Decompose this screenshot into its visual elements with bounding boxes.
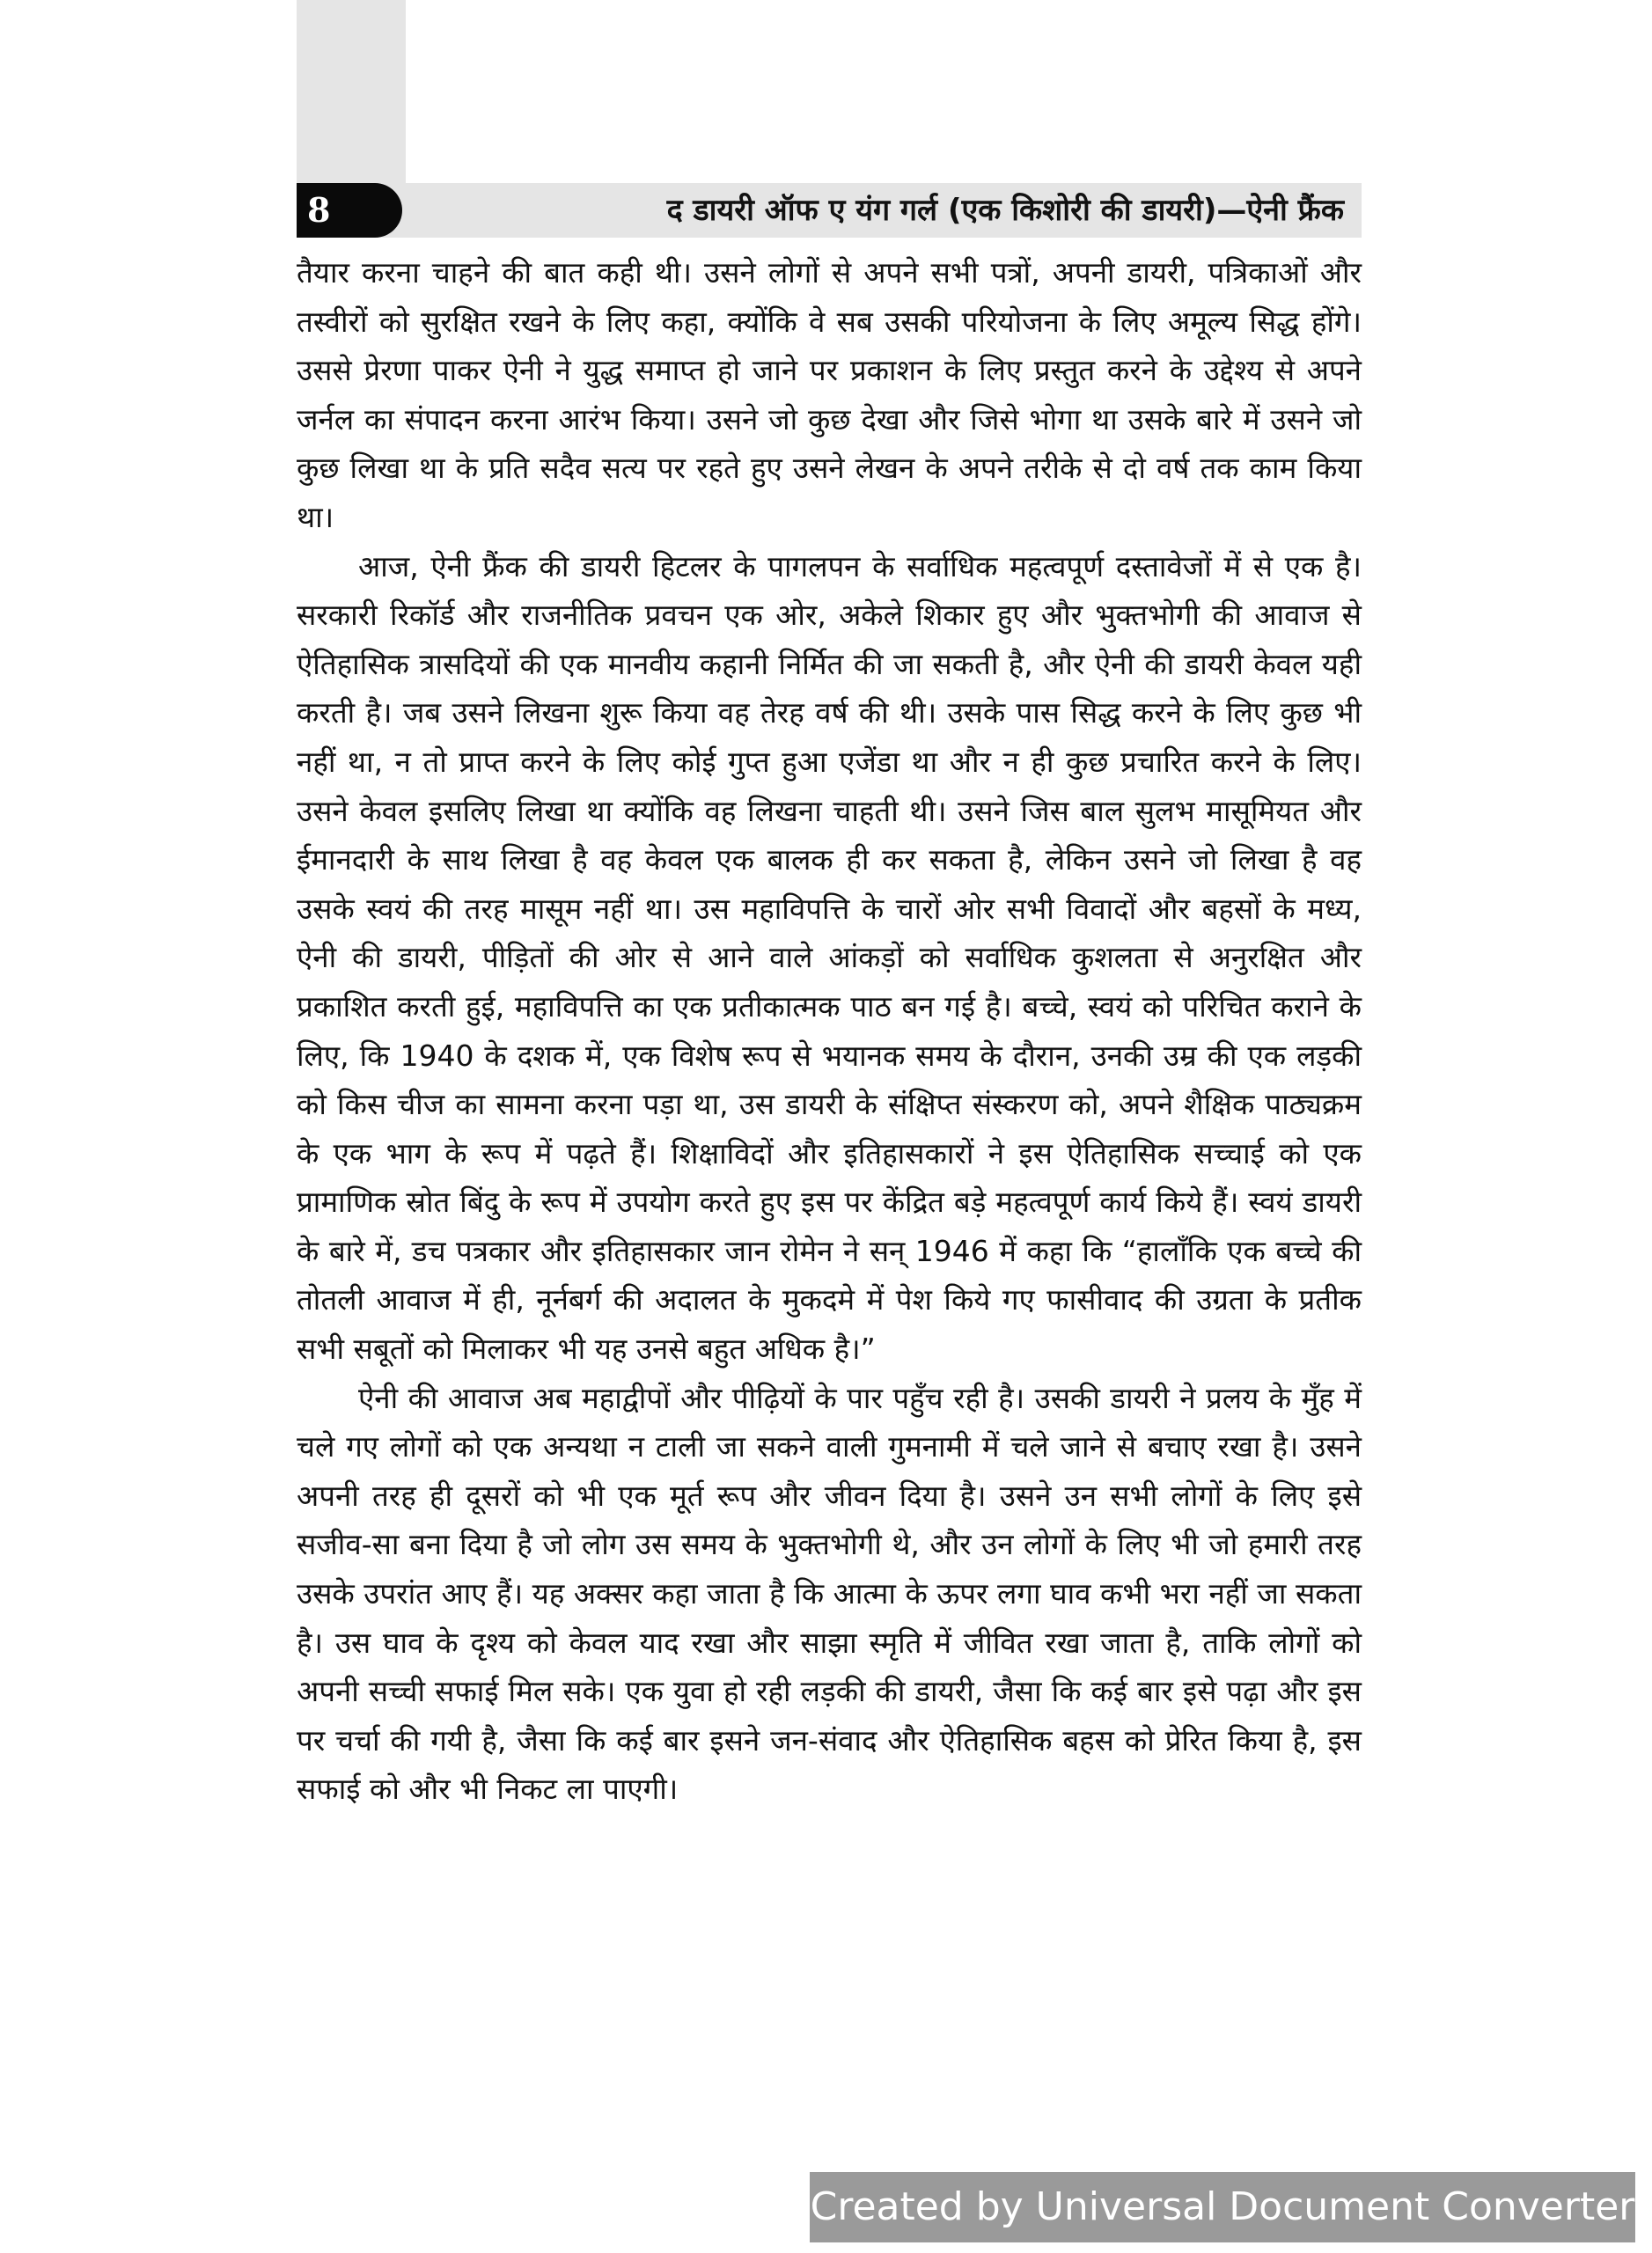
paragraph-diary-significance: आज, ऐनी फ्रैंक की डायरी हिटलर के पागलपन के सर्वाधिक महत्वपूर्ण दस्तावेजों में से एक है। सरकारी रिकॉर्ड और राजनीतिक प्रवचन एक ओर, अकेले शिकार हुए और भुक्तभोगी की आवाज से ऐतिहासिक त्रासदियों की एक मानवीय कहानी निर्मित की जा सकती है, और ऐनी की डायरी केवल यही करती है। जब उसने लिखना शुरू किया वह तेरह वर्ष की थी। उसके पास सिद्ध करने के लिए कुछ भी नहीं था, न तो प्राप्त करने के लिए कोई गुप्त हुआ एजेंडा था और न ही कुछ प्रचारित करने के लिए। उसने केवल इसलिए लिखा था क्योंकि वह लिखना चाहती थी। उसने जिस बाल सुलभ मासूमियत और ईमानदारी के साथ लिखा है वह केवल एक बालक ही कर सकता है, लेकिन उसने जो लिखा है वह उसके स्वयं की तरह मासूम नहीं था। उस महाविपत्ति के चारों ओर सभी विवादों और बहसों के मध्य, ऐनी की डायरी, पीड़ितों की ओर से आने वाले आंकड़ों को सर्वाधिक कुशलता से अनुरक्षित और प्रकाशित करती हुई, महाविपत्ति का एक प्रतीकात्मक पाठ बन गई है। बच्चे, स्वयं को परिचित कराने के लिए, कि 1940 के दशक में, एक विशेष रूप से भयानक समय के दौरान, उनकी उम्र की एक लड़की को किस चीज का सामना करना पड़ा था, उस डायरी के संक्षिप्त संस्करण को, अपने शैक्षिक पाठ्यक्रम के एक भाग के रूप में पढ़ते हैं। शिक्षाविदों और इतिहासकारों ने इस ऐतिहासिक सच्चाई को एक प्रामाणिक स्रोत बिंदु के रूप में उपयोग करते हुए इस पर केंद्रित बड़े महत्वपूर्ण कार्य किये हैं। स्वयं डायरी के बारे में, डच पत्रकार और इतिहासकार जान रोमेन ने सन् 1946 में कहा कि “हालाँकि एक बच्चे की तोतली आवाज में ही, नूर्नबर्ग की अदालत के मुकदमे में पेश किये गए फासीवाद की उग्रता के प्रतीक सभी सबूतों को मिलाकर भी यह उनसे बहुत अधिक है।” — [297, 548, 1362, 1367]
header-tab-block — [297, 0, 406, 183]
paragraph-continuation: तैयार करना चाहने की बात कही थी। उसने लोगों से अपने सभी पत्रों, अपनी डायरी, पत्रिकाओं और तस्वीरों को सुरक्षित रखने के लिए कहा, क्योंकि वे सब उसकी परियोजना के लिए अमूल्य सिद्ध होंगे। उससे प्रेरणा पाकर ऐनी ने युद्ध समाप्त हो जाने पर प्रकाशन के लिए प्रस्तुत करने के उद्देश्य से अपने जर्नल का संपादन करना आरंभ किया। उसने जो कुछ देखा और जिसे भोगा था उसके बारे में उसने जो कुछ लिखा था के प्रति सदैव सत्य पर रहते हुए उसने लेखन के अपने तरीके से दो वर्ष तक काम किया था। — [297, 255, 1362, 534]
running-header — [297, 183, 1362, 238]
page-number: 8 — [297, 183, 402, 238]
page-body — [297, 248, 1362, 1814]
paragraph-annes-voice: ऐनी की आवाज अब महाद्वीपों और पीढ़ियों के पार पहुँच रही है। उसकी डायरी ने प्रलय के मुँह में चले गए लोगों को एक अन्यथा न टाली जा सकने वाली गुमनामी में चले जाने से बचाए रखा है। उसने अपनी तरह ही दूसरों को भी एक मूर्त रूप और जीवन दिया है। उसने उन सभी लोगों के लिए इसे सजीव-सा बना दिया है जो लोग उस समय के भुक्तभोगी थे, और उन लोगों के लिए भी जो हमारी तरह उसके उपरांत आए हैं। यह अक्सर कहा जाता है कि आत्मा के ऊपर लगा घाव कभी भरा नहीं जा सकता है। उस घाव के दृश्य को केवल याद रखा और साझा स्मृति में जीवित रखा जाता है, ताकि लोगों को अपनी सच्ची सफाई मिल सके। एक युवा हो रही लड़की की डायरी, जैसा कि कई बार इसे पढ़ा और इस पर चर्चा की गयी है, जैसा कि कई बार इसने जन-संवाद और ऐतिहासिक बहस को प्रेरित किया है, इस सफाई को और भी निकट ला पाएगी। — [297, 1380, 1362, 1807]
converter-watermark: Created by Universal Document Converter — [810, 2172, 1635, 2242]
running-title: द डायरी ऑफ ए यंग गर्ल (एक किशोरी की डायरी)—ऐनी फ्रैंक — [666, 193, 1344, 228]
